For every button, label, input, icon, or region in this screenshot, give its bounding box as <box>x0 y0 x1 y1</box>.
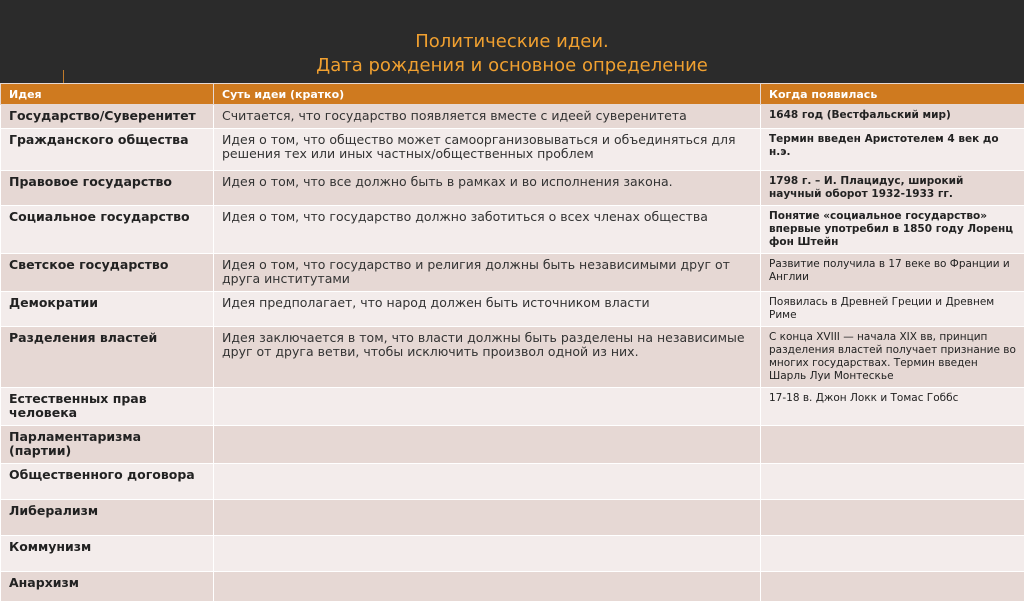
essence-cell <box>214 464 761 500</box>
table-row <box>1 327 1024 388</box>
essence-cell: Идея о том, что государство и религия должны быть независимыми друг от друга институтами <box>214 254 761 292</box>
when-cell <box>761 464 1024 500</box>
table-row <box>1 105 1024 129</box>
when-cell: 1798 г. – И. Плацидус, широкий научный оборот 1932-1933 гг. <box>761 171 1024 206</box>
table-row <box>1 171 1024 206</box>
essence-cell: Идея о том, что все должно быть в рамках и во исполнения закона. <box>214 171 761 206</box>
essence-cell: Идея о том, что общество может самоорганизовываться и объединяться для решения тех или иных частных/общественных проблем <box>214 129 761 171</box>
table-row <box>1 292 1024 327</box>
table-row <box>1 536 1024 572</box>
table-row <box>1 464 1024 500</box>
essence-cell <box>214 500 761 536</box>
header-when: Когда появилась <box>761 84 1024 105</box>
title-line-2: Дата рождения и основное определение <box>0 54 1024 78</box>
slide-title <box>0 30 1024 78</box>
essence-cell <box>214 426 761 464</box>
when-cell: 17-18 в. Джон Локк и Томас Гоббс <box>761 388 1024 426</box>
idea-cell: Социальное государство <box>1 206 214 254</box>
idea-cell: Анархизм <box>1 572 214 602</box>
table-header-row <box>1 84 1024 105</box>
idea-cell: Либерализм <box>1 500 214 536</box>
when-cell <box>761 500 1024 536</box>
essence-cell: Считается, что государство появляется вместе с идеей суверенитета <box>214 105 761 129</box>
idea-cell: Государство/Суверенитет <box>1 105 214 129</box>
when-cell <box>761 572 1024 602</box>
header-idea: Идея <box>1 84 214 105</box>
ideas-table <box>0 83 1024 602</box>
table-row <box>1 500 1024 536</box>
title-divider <box>63 70 64 84</box>
idea-cell: Светское государство <box>1 254 214 292</box>
essence-cell: Идея заключается в том, что власти должны быть разделены на независимые друг от друга ветви, чтобы исключить произвол одной из них. <box>214 327 761 388</box>
when-cell <box>761 536 1024 572</box>
when-cell: Появилась в Древней Греции и Древнем Риме <box>761 292 1024 327</box>
essence-cell <box>214 572 761 602</box>
idea-cell: Демократии <box>1 292 214 327</box>
idea-cell: Правовое государство <box>1 171 214 206</box>
essence-cell <box>214 388 761 426</box>
table-row <box>1 572 1024 602</box>
essence-cell <box>214 536 761 572</box>
when-cell <box>761 426 1024 464</box>
title-line-1: Политические идеи. <box>0 30 1024 54</box>
table-row <box>1 129 1024 171</box>
table-row <box>1 254 1024 292</box>
table-row <box>1 206 1024 254</box>
idea-cell: Общественного договора <box>1 464 214 500</box>
when-cell: С конца XVIII — начала XIX вв, принцип разделения властей получает признание во многих государствах. Термин введен Шарль Луи Монтескье <box>761 327 1024 388</box>
table-row <box>1 388 1024 426</box>
when-cell: Понятие «социальное государство» впервые употребил в 1850 году Лоренц фон Штейн <box>761 206 1024 254</box>
when-cell: Термин введен Аристотелем 4 век до н.э. <box>761 129 1024 171</box>
idea-cell: Парламентаризма (партии) <box>1 426 214 464</box>
essence-cell: Идея предполагает, что народ должен быть источником власти <box>214 292 761 327</box>
when-cell: Развитие получила в 17 веке во Франции и Англии <box>761 254 1024 292</box>
idea-cell: Коммунизм <box>1 536 214 572</box>
essence-cell: Идея о том, что государство должно заботиться о всех членах общества <box>214 206 761 254</box>
idea-cell: Естественных прав человека <box>1 388 214 426</box>
idea-cell: Гражданского общества <box>1 129 214 171</box>
idea-cell: Разделения властей <box>1 327 214 388</box>
when-cell: 1648 год (Вестфальский мир) <box>761 105 1024 129</box>
table-row <box>1 426 1024 464</box>
header-essence: Суть идеи (кратко) <box>214 84 761 105</box>
